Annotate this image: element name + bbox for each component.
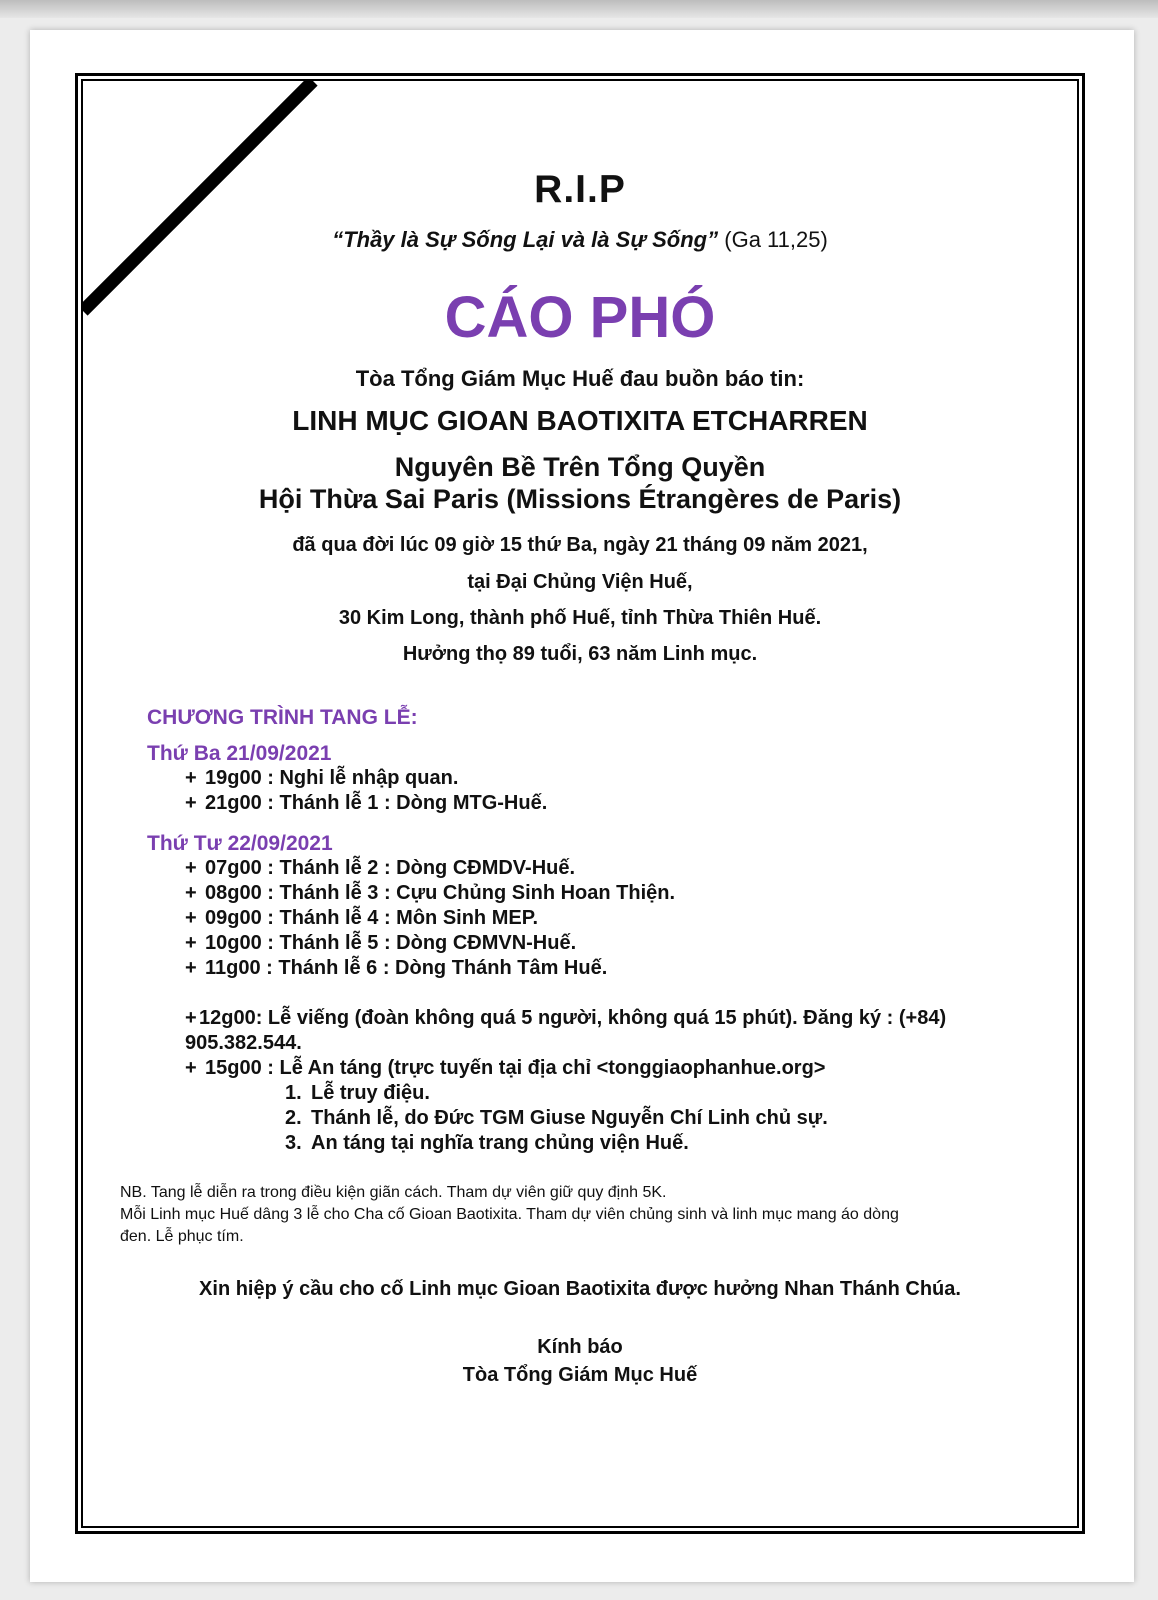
list-item bbox=[185, 932, 576, 955]
step-text: Lễ truy điệu. bbox=[311, 1082, 430, 1104]
list-item bbox=[185, 767, 458, 790]
sign-line-2: Tòa Tổng Giám Mục Huế bbox=[462, 1364, 698, 1386]
age-line: Hưởng thọ 89 tuổi, 63 năm Linh mục. bbox=[402, 643, 758, 665]
list-item-text: 10g00 : Thánh lễ 5 : Dòng CĐMVN-Huế. bbox=[205, 932, 577, 954]
death-line-1: đã qua đời lúc 09 giờ 15 thứ Ba, ngày 21 tháng 09 năm 2021, bbox=[292, 534, 868, 556]
step-number: 1. bbox=[285, 1082, 302, 1104]
plus-icon: + bbox=[185, 767, 197, 789]
death-line-3: 30 Kim Long, thành phố Huế, tỉnh Thừa Thiên Huế. bbox=[338, 607, 822, 629]
sign-line-1: Kính báo bbox=[537, 1336, 623, 1358]
step-number: 3. bbox=[285, 1132, 302, 1154]
list-item bbox=[185, 857, 575, 880]
day1-label: Thứ Ba 21/09/2021 bbox=[147, 742, 332, 765]
list-item-text: 09g00 : Thánh lễ 4 : Môn Sinh MEP. bbox=[205, 907, 539, 929]
burial-line bbox=[185, 1057, 825, 1080]
rip-heading: R.I.P bbox=[534, 168, 626, 211]
note-line-1: NB. Tang lễ diễn ra trong điều kiện giãn cách. Tham dự viên giữ quy định 5K. bbox=[120, 1184, 667, 1201]
plus-icon: + bbox=[185, 932, 197, 954]
plus-icon: + bbox=[185, 882, 197, 904]
burial-step bbox=[285, 1107, 828, 1130]
burial-text: 15g00 : Lễ An táng (trực tuyến tại địa chỉ <tonggiaophanhue.org> bbox=[205, 1057, 826, 1079]
list-item bbox=[185, 792, 547, 815]
announcement: Tòa Tổng Giám Mục Huế đau buồn báo tin: bbox=[355, 366, 805, 391]
list-item bbox=[185, 882, 675, 905]
visit-text: 12g00: Lễ viếng (đoàn không quá 5 người, không quá 15 phút). Đăng ký : (+84) bbox=[199, 1007, 947, 1029]
list-item bbox=[185, 957, 607, 980]
burial-step bbox=[285, 1082, 430, 1105]
plus-icon: + bbox=[185, 1007, 197, 1029]
quote-reference: (Ga 11,25) bbox=[724, 227, 828, 252]
note-line-3: đen. Lễ phục tím. bbox=[120, 1228, 244, 1245]
top-shadow-bar bbox=[0, 0, 1158, 18]
program-heading: CHƯƠNG TRÌNH TANG LỄ: bbox=[147, 706, 418, 729]
quote-text: “Thầy là Sự Sống Lại và là Sự Sống” bbox=[332, 227, 719, 252]
list-item-text: 07g00 : Thánh lễ 2 : Dòng CĐMDV-Huế. bbox=[205, 857, 576, 879]
scripture-quote bbox=[81, 227, 1079, 253]
deceased-name: LINH MỤC GIOAN BAOTIXITA ETCHARREN bbox=[292, 405, 868, 436]
role-line-1: Nguyên Bề Trên Tổng Quyền bbox=[394, 452, 766, 482]
list-item-text: 19g00 : Nghi lễ nhập quan. bbox=[205, 767, 459, 789]
visit-line-2: 905.382.544. bbox=[185, 1032, 302, 1054]
plus-icon: + bbox=[185, 907, 197, 929]
plus-icon: + bbox=[185, 792, 197, 814]
list-item-text: 11g00 : Thánh lễ 6 : Dòng Thánh Tâm Huế. bbox=[205, 957, 608, 979]
page-title: CÁO PHÓ bbox=[444, 285, 716, 350]
visit-line-1 bbox=[185, 1007, 946, 1030]
burial-step bbox=[285, 1132, 689, 1155]
step-number: 2. bbox=[285, 1107, 302, 1129]
plus-icon: + bbox=[185, 1057, 197, 1079]
list-item bbox=[185, 907, 538, 930]
list-item-text: 21g00 : Thánh lễ 1 : Dòng MTG-Huế. bbox=[205, 792, 548, 814]
note-line-2: Mỗi Linh mục Huế dâng 3 lễ cho Cha cố Gioan Baotixita. Tham dự viên chủng sinh và linh mục mang áo dòng bbox=[120, 1206, 899, 1223]
list-item-text: 08g00 : Thánh lễ 3 : Cựu Chủng Sinh Hoan Thiện. bbox=[205, 882, 676, 904]
closing-prayer: Xin hiệp ý cầu cho cố Linh mục Gioan Baotixita được hưởng Nhan Thánh Chúa. bbox=[199, 1278, 961, 1300]
death-line-2: tại Đại Chủng Viện Huế, bbox=[467, 571, 693, 593]
plus-icon: + bbox=[185, 857, 197, 879]
step-text: An táng tại nghĩa trang chủng viện Huế. bbox=[311, 1132, 689, 1154]
day2-label: Thứ Tư 22/09/2021 bbox=[147, 832, 333, 855]
step-text: Thánh lễ, do Đức TGM Giuse Nguyễn Chí Linh chủ sự. bbox=[311, 1107, 828, 1129]
plus-icon: + bbox=[185, 957, 197, 979]
role-line-2: Hội Thừa Sai Paris (Missions Étrangères de Paris) bbox=[258, 484, 902, 514]
